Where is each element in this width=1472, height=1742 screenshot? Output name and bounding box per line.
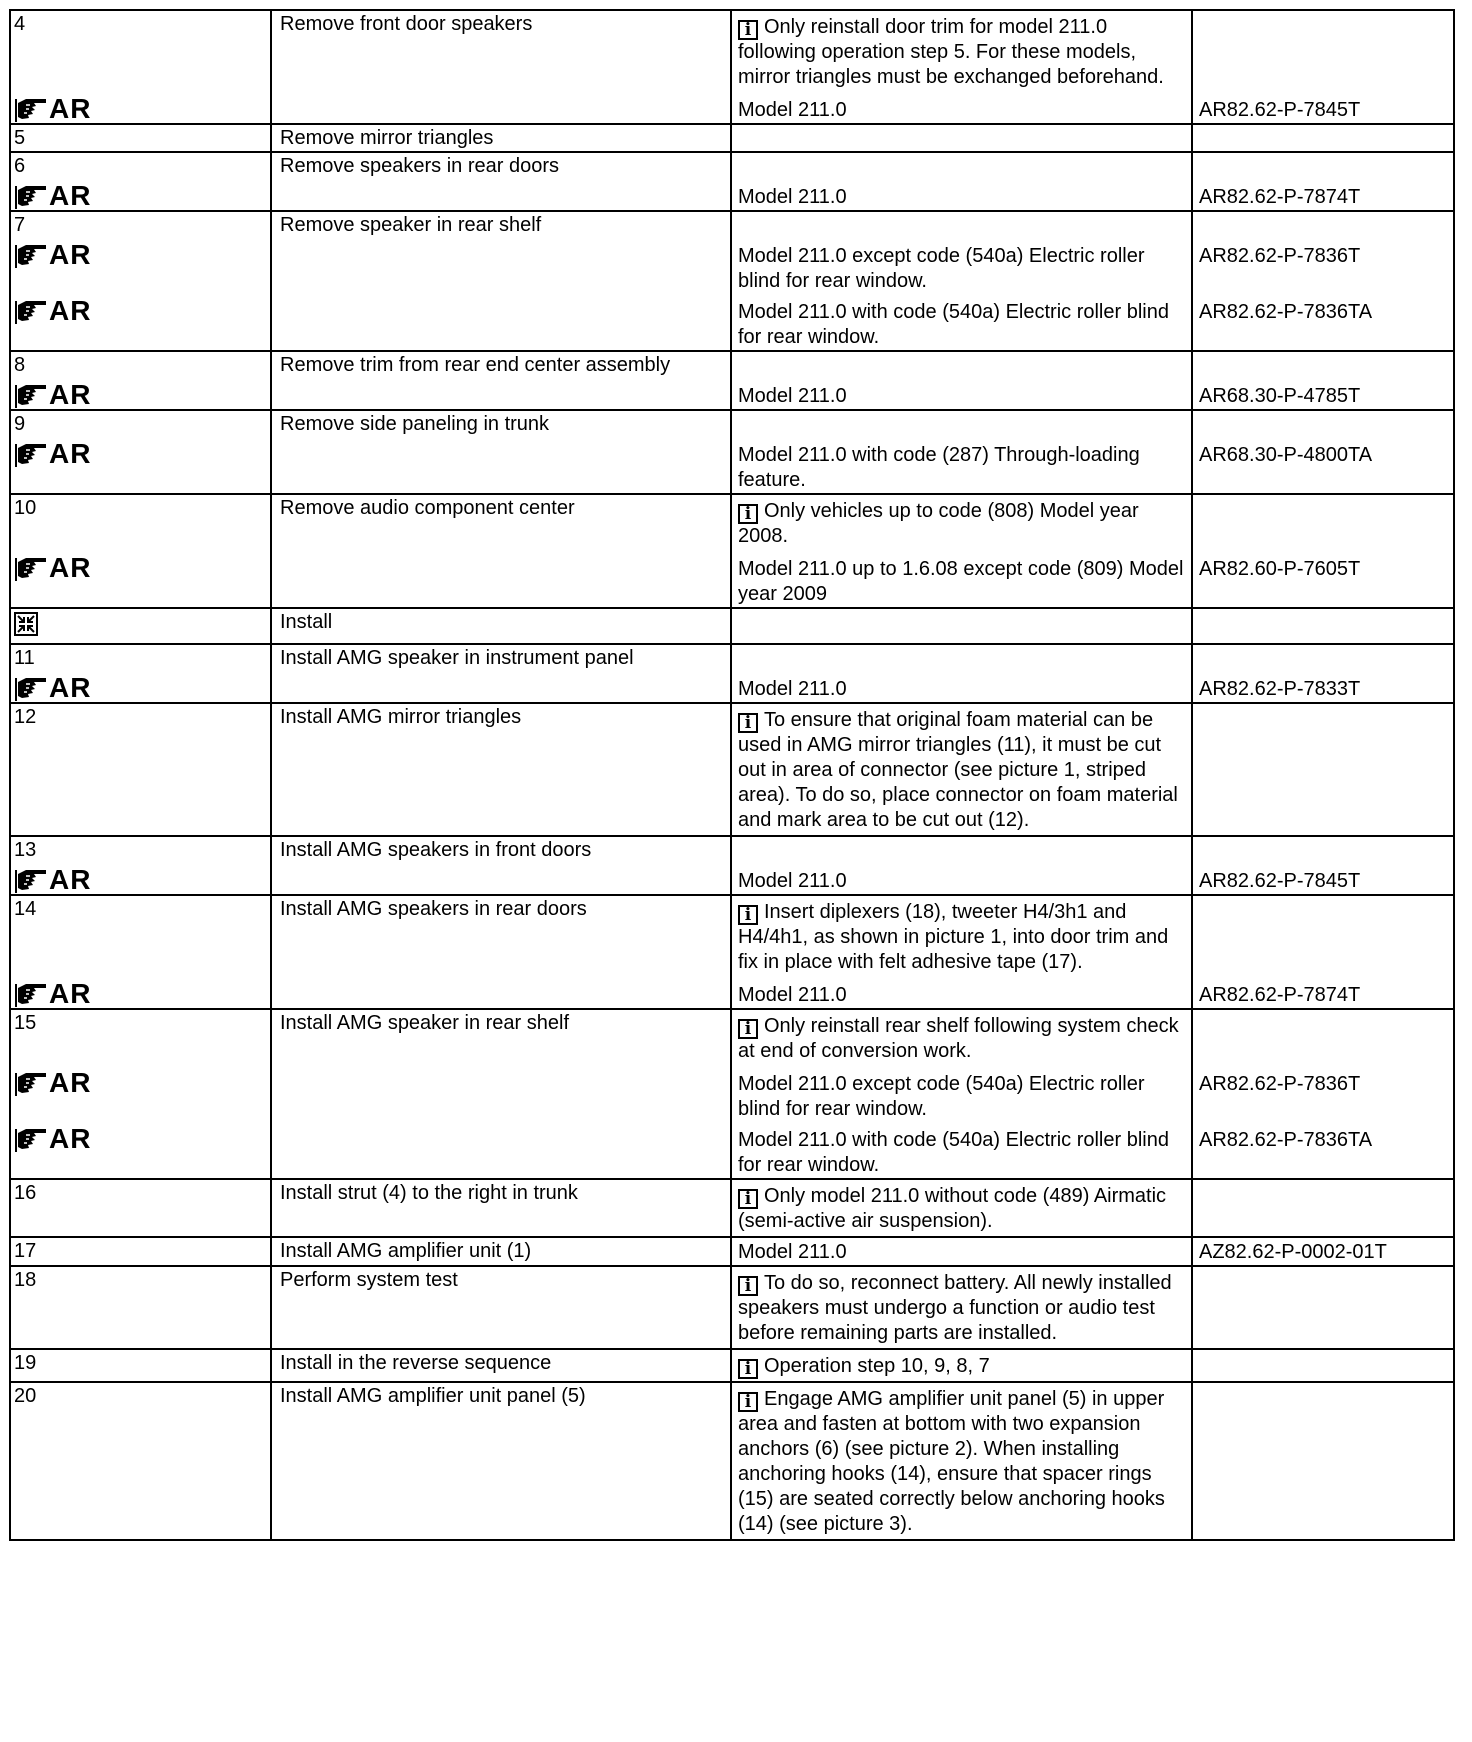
table-row (11, 1267, 1453, 1350)
info-note (732, 1267, 1193, 1348)
info-icon: i (738, 20, 758, 40)
note-text: To ensure that original foam material can be used in AMG mirror triangles (11), it must be cut out in area of connector (see picture 1, striped area). To do so, place connector on foam material and mark area to be cut out (12). (738, 709, 1178, 831)
document-link[interactable]: AR82.62-P-7836TA (1199, 301, 1373, 323)
document-link[interactable]: AR82.60-P-7605T (1199, 558, 1361, 580)
ar-reference-icon[interactable] (11, 238, 272, 269)
info-note (732, 1383, 1193, 1539)
table-row (11, 153, 1453, 212)
model-applicability: Model 211.0 (738, 1241, 847, 1263)
table-row (11, 609, 1453, 645)
step-title: Install strut (4) to the right in trunk (280, 1182, 578, 1204)
table-row (11, 352, 1453, 411)
table-row (11, 1010, 1453, 1180)
ar-label: AR (49, 438, 92, 469)
document-link[interactable]: AR82.62-P-7836T (1199, 1073, 1361, 1095)
step-number: 8 (14, 354, 26, 376)
note-text: Only reinstall door trim for model 211.0 following operation step 5. For these models, mirror triangles must be exchanged beforehand. (738, 16, 1164, 88)
step-title: Perform system test (280, 1269, 458, 1291)
model-applicability: Model 211.0 except code (540a) Electric roller blind for rear window. (738, 245, 1145, 292)
info-icon: i (738, 905, 758, 925)
document-link[interactable]: AR82.62-P-7845T (1199, 870, 1361, 892)
column-divider (270, 11, 272, 1539)
info-icon: i (738, 1019, 758, 1039)
table-row (11, 837, 1453, 896)
document-link[interactable]: AR68.30-P-4785T (1199, 385, 1361, 407)
model-applicability: Model 211.0 with code (540a) Electric roller blind for rear window. (738, 1129, 1169, 1176)
ar-reference-icon[interactable] (11, 1066, 272, 1097)
table-row (11, 1350, 1453, 1383)
info-icon: i (738, 1276, 758, 1296)
note-text: Operation step 10, 9, 8, 7 (764, 1355, 990, 1377)
step-number: 15 (14, 1012, 37, 1034)
table-row (11, 1383, 1453, 1539)
step-title: Install AMG speaker in instrument panel (280, 647, 634, 669)
ar-reference-icon[interactable] (11, 179, 272, 210)
ar-label: AR (49, 864, 92, 895)
info-note (732, 704, 1193, 835)
ar-reference-icon[interactable] (11, 294, 272, 325)
step-title: Remove mirror triangles (280, 127, 494, 149)
table-row (11, 1238, 1453, 1267)
info-note (732, 11, 1193, 92)
model-applicability: Model 211.0 (738, 984, 847, 1006)
document-link[interactable]: AR68.30-P-4800TA (1199, 444, 1373, 466)
ar-label: AR (49, 978, 92, 1009)
column-divider (1191, 11, 1193, 1539)
model-applicability: Model 211.0 (738, 385, 847, 407)
document-link[interactable]: AR82.62-P-7836TA (1199, 1129, 1373, 1151)
note-text: Engage AMG amplifier unit panel (5) in upper area and fasten at bottom with two expansion anchors (6) (see picture 2). When installing anchoring hooks (14), ensure that spacer rings (15) are seated correctly below anchoring hooks (14) (see picture 3). (738, 1388, 1165, 1535)
ar-reference-icon[interactable] (11, 977, 272, 1008)
step-title: Remove audio component center (280, 497, 575, 519)
info-note (732, 1350, 1193, 1381)
model-applicability: Model 211.0 (738, 870, 847, 892)
table-row (11, 704, 1453, 837)
table-row (11, 1180, 1453, 1238)
info-icon: i (738, 1392, 758, 1412)
step-title: Install (280, 611, 333, 633)
table-row (11, 896, 1453, 1010)
ar-label: AR (49, 672, 92, 703)
step-number: 10 (14, 497, 37, 519)
step-title: Install in the reverse sequence (280, 1352, 552, 1374)
step-title: Remove trim from rear end center assembly (280, 354, 671, 376)
step-number: 7 (14, 214, 26, 236)
step-number: 13 (14, 839, 37, 861)
step-title: Install AMG speakers in front doors (280, 839, 592, 861)
table-row (11, 495, 1453, 609)
ar-label: AR (49, 1123, 92, 1154)
model-applicability: Model 211.0 up to 1.6.08 except code (809) Model year 2009 (738, 558, 1184, 605)
install-icon (11, 609, 272, 643)
table-row (11, 11, 1453, 125)
note-text: To do so, reconnect battery. All newly installed speakers must undergo a function or audio test before remaining parts are installed. (738, 1272, 1172, 1344)
document-link[interactable]: AR82.62-P-7874T (1199, 186, 1361, 208)
model-applicability: Model 211.0 (738, 678, 847, 700)
info-icon: i (738, 504, 758, 524)
step-number: 17 (14, 1240, 37, 1262)
ar-reference-icon[interactable] (11, 92, 272, 123)
note-text: Only model 211.0 without code (489) Airmatic (semi-active air suspension). (738, 1185, 1167, 1232)
step-title: Remove side paneling in trunk (280, 413, 550, 435)
column-divider (730, 11, 732, 1539)
step-number: 14 (14, 898, 37, 920)
ar-label: AR (49, 295, 92, 326)
ar-reference-icon[interactable] (11, 551, 272, 582)
ar-reference-icon[interactable] (11, 437, 272, 468)
ar-label: AR (49, 239, 92, 270)
info-icon: i (738, 1189, 758, 1209)
document-link[interactable]: AR82.62-P-7845T (1199, 99, 1361, 121)
step-title: Install AMG mirror triangles (280, 706, 522, 728)
ar-reference-icon[interactable] (11, 1122, 272, 1153)
step-title: Remove speakers in rear doors (280, 155, 560, 177)
ar-label: AR (49, 93, 92, 124)
step-number: 6 (14, 155, 26, 177)
step-number: 19 (14, 1352, 37, 1374)
ar-reference-icon[interactable] (11, 378, 272, 409)
step-title: Install AMG amplifier unit (1) (280, 1240, 532, 1262)
step-title: Install AMG speakers in rear doors (280, 898, 587, 920)
step-number: 12 (14, 706, 37, 728)
step-number: 16 (14, 1182, 37, 1204)
document-link[interactable]: AZ82.62-P-0002-01T (1199, 1241, 1387, 1263)
ar-label: AR (49, 1067, 92, 1098)
model-applicability: Model 211.0 (738, 99, 847, 121)
info-icon: i (738, 713, 758, 733)
table-row (11, 411, 1453, 495)
table-row (11, 645, 1453, 704)
procedure-table (9, 9, 1455, 1541)
ar-label: AR (49, 379, 92, 410)
step-title: Remove speaker in rear shelf (280, 214, 542, 236)
step-title: Remove front door speakers (280, 13, 533, 35)
info-note (732, 1010, 1193, 1066)
model-applicability: Model 211.0 (738, 186, 847, 208)
step-number: 18 (14, 1269, 37, 1291)
note-text: Only vehicles up to code (808) Model year 2008. (738, 500, 1139, 547)
step-number: 4 (14, 13, 26, 35)
step-number: 11 (14, 647, 35, 669)
info-note (732, 896, 1193, 977)
model-applicability: Model 211.0 with code (540a) Electric roller blind for rear window. (738, 301, 1169, 348)
step-title: Install AMG speaker in rear shelf (280, 1012, 570, 1034)
document-link[interactable]: AR82.62-P-7833T (1199, 678, 1361, 700)
info-note (732, 1180, 1193, 1236)
step-number: 9 (14, 413, 26, 435)
ar-reference-icon[interactable] (11, 863, 272, 894)
ar-label: AR (49, 552, 92, 583)
note-text: Insert diplexers (18), tweeter H4/3h1 and H4/4h1, as shown in picture 1, into door trim and fix in place with felt adhesive tape (17). (738, 901, 1169, 973)
table-row (11, 212, 1453, 352)
step-number: 20 (14, 1385, 37, 1407)
model-applicability: Model 211.0 except code (540a) Electric roller blind for rear window. (738, 1073, 1145, 1120)
ar-label: AR (49, 180, 92, 211)
note-text: Only reinstall rear shelf following system check at end of conversion work. (738, 1015, 1179, 1062)
model-applicability: Model 211.0 with code (287) Through-loading feature. (738, 444, 1140, 491)
info-icon: i (738, 1359, 758, 1379)
step-title: Install AMG amplifier unit panel (5) (280, 1385, 586, 1407)
info-note (732, 495, 1193, 551)
step-number: 5 (14, 127, 26, 149)
ar-reference-icon[interactable] (11, 671, 272, 702)
document-link[interactable]: AR82.62-P-7836T (1199, 245, 1361, 267)
document-link[interactable]: AR82.62-P-7874T (1199, 984, 1361, 1006)
table-row (11, 125, 1453, 153)
